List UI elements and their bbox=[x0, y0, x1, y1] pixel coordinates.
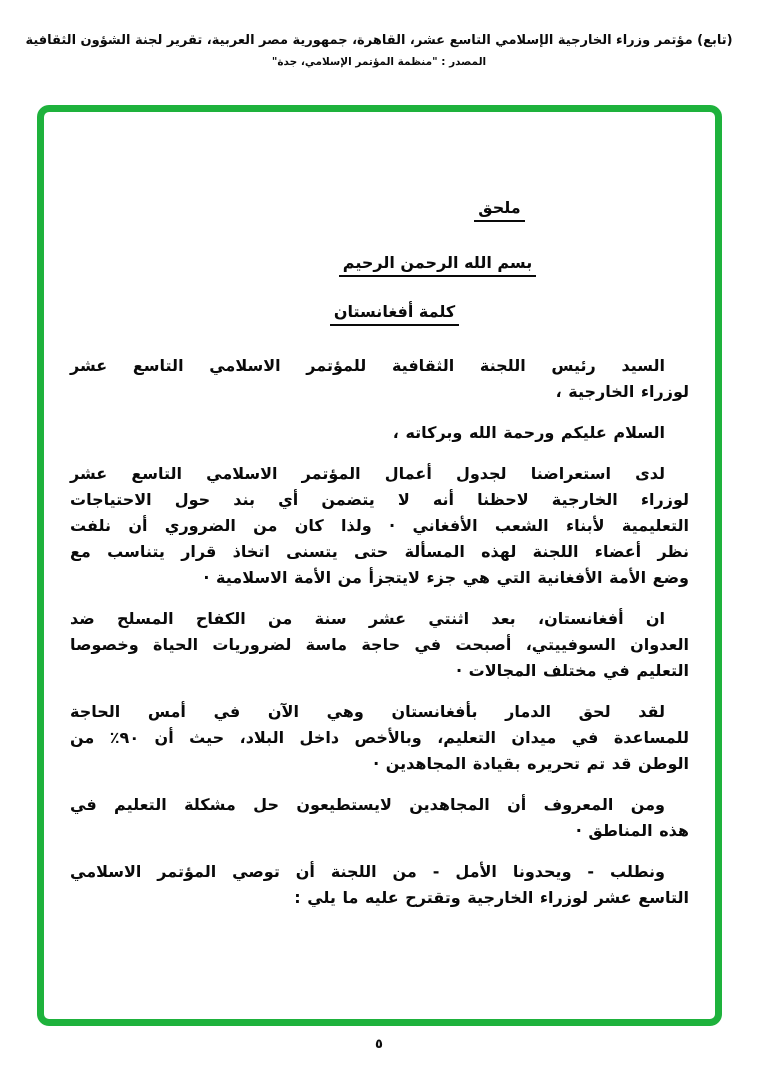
header-title: (تابع) مؤتمر وزراء الخارجية الإسلامي التاسع عشر، القاهرة، جمهورية مصر العربية، تقرير لجنة الشؤون الثقافية bbox=[25, 33, 733, 48]
paragraph-line: ومن المعروف أن المجاهدين لايستطيعون حل مشكلة التعليم في bbox=[70, 795, 665, 814]
paragraph-struggle bbox=[70, 606, 689, 684]
paragraph-line: هذه المناطق · bbox=[575, 821, 689, 840]
paragraph-line: لدى استعراضنا لجدول أعمال المؤتمر الاسلامي التاسع عشر bbox=[70, 464, 665, 483]
paragraph-line: للمساعدة في ميدان التعليم، وبالأخص داخل البلاد، حيث أن ٩٠٪ من bbox=[70, 728, 690, 747]
paragraph-line: السلام عليكم ورحمة الله وبركاته ، bbox=[392, 423, 665, 442]
paragraph-line: ان أفغانستان، بعد اثنتي عشر سنة من الكفاح المسلح ضد bbox=[70, 609, 665, 628]
paragraph-line: ونطلب - ويحدونا الأمل - من اللجنة أن توصي المؤتمر الاسلامي bbox=[70, 862, 665, 881]
heading-annex-text: ملحق bbox=[474, 198, 524, 222]
heading-title bbox=[70, 302, 689, 326]
heading-basmala-text: بسم الله الرحمن الرحيم bbox=[339, 253, 536, 277]
paragraph-destruction bbox=[70, 699, 689, 777]
paragraph-agenda-review bbox=[70, 461, 689, 591]
paragraph-salutation bbox=[70, 353, 689, 405]
document-header bbox=[0, 33, 758, 68]
heading-title-text: كلمة أفغانستان bbox=[330, 302, 459, 326]
document-body bbox=[44, 112, 715, 1019]
paragraph-line: لقد لحق الدمار بأفغانستان وهي الآن في أمس الحاجة bbox=[70, 702, 665, 721]
heading-annex bbox=[70, 198, 689, 222]
paragraph-line: التعليمية لأبناء الشعب الأفغاني · ولذا كان من الضروري أن نلفت bbox=[70, 516, 689, 535]
paragraph-line: وضع الأمة الأفغانية التي هي جزء لايتجزأ من الأمة الاسلامية · bbox=[203, 568, 689, 587]
paragraph-request bbox=[70, 859, 689, 911]
paragraph-line: التاسع عشر لوزراء الخارجية وتقترح عليه ما يلي : bbox=[294, 888, 689, 907]
page-number: ٥ bbox=[375, 1037, 383, 1052]
paragraph-line: لوزراء الخارجية لاحظنا أنه لا يتضمن أي بند حول الاحتياجات bbox=[70, 490, 689, 509]
green-border-frame bbox=[37, 105, 722, 1026]
heading-basmala bbox=[70, 253, 689, 277]
paragraph-line: نظر أعضاء اللجنة لهذه المسألة حتى يتسنى اتخاذ قرار يتناسب مع bbox=[70, 542, 689, 561]
paragraph-line: التعليم في مختلف المجالات · bbox=[456, 661, 689, 680]
paragraph-line: لوزراء الخارجية ، bbox=[555, 382, 689, 401]
paragraph-mujahideen bbox=[70, 792, 689, 844]
header-source: المصدر : "منظمة المؤتمر الإسلامي، جدة" bbox=[271, 56, 487, 68]
paragraph-line: السيد رئيس اللجنة الثقافية للمؤتمر الاسلامي التاسع عشر bbox=[70, 356, 665, 375]
paragraph-line: العدوان السوفييتي، أصبحت في حاجة ماسة لضروريات الحياة وخصوصا bbox=[70, 635, 689, 654]
paragraph-greeting bbox=[70, 420, 689, 446]
paragraph-line: الوطن قد تم تحريره بقيادة المجاهدين · bbox=[373, 754, 689, 773]
